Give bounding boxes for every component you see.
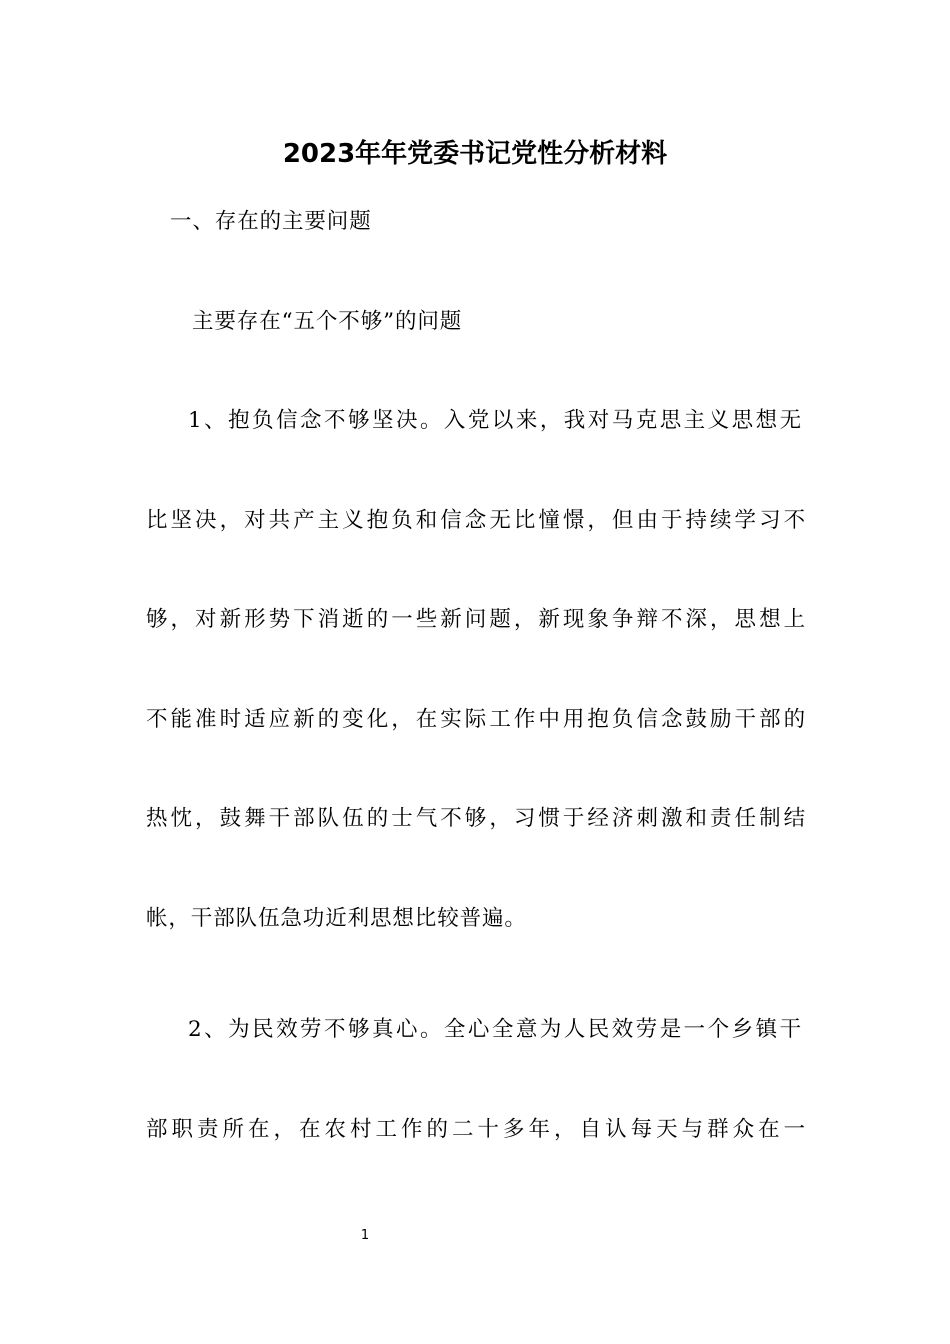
paragraph-1-line-1: 1、抱负信念不够坚决。入党以来，我对马克思主义思想无 — [188, 408, 802, 433]
paragraph-1-line-2: 比坚决，对共产主义抱负和信念无比憧憬，但由于持续学习不 — [146, 508, 806, 533]
intro-line: 主要存在“五个不够”的问题 — [192, 309, 463, 334]
document-title: 2023年年党委书记党性分析材料 — [282, 139, 668, 169]
paragraph-2-line-1: 2、为民效劳不够真心。全心全意为人民效劳是一个乡镇干 — [188, 1017, 802, 1042]
page-number: 1 — [360, 1228, 370, 1243]
paragraph-1-line-3: 够，对新形势下消逝的一些新问题，新现象争辩不深，思想上 — [146, 607, 806, 632]
paragraph-1-line-4: 不能准时适应新的变化，在实际工作中用抱负信念鼓励干部的 — [146, 707, 806, 732]
paragraph-2-line-2: 部职责所在，在农村工作的二十多年，自认每天与群众在一 — [146, 1117, 806, 1142]
paragraph-1-line-5: 热忱，鼓舞干部队伍的士气不够，习惯于经济刺激和责任制结 — [146, 806, 806, 831]
paragraph-1-line-6: 帐，干部队伍急功近利思想比较普遍。 — [146, 906, 527, 931]
section-heading: 一、存在的主要问题 — [170, 209, 372, 234]
